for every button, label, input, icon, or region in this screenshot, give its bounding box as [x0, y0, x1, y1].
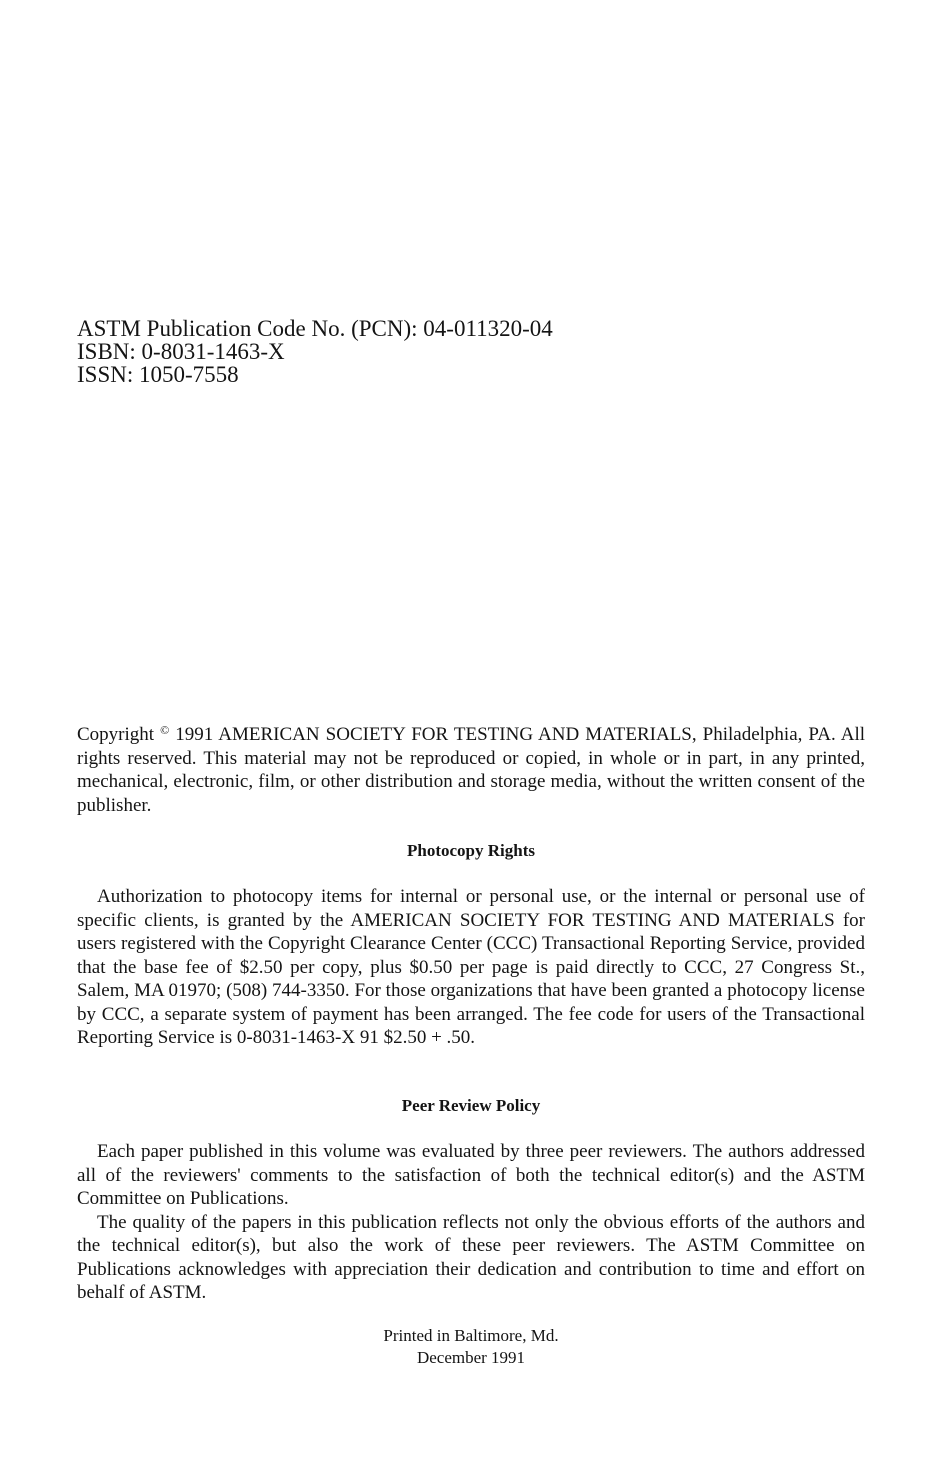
isbn-line: ISBN: 0-8031-1463-X — [77, 339, 285, 364]
copyright-notice — [77, 719, 865, 817]
copyright-lead: Copyright — [77, 724, 155, 745]
photocopy-rights-section — [77, 885, 865, 1050]
photocopy-rights-text: Authorization to photocopy items for internal or personal use, or the internal or personal use of specific clients, is granted by the AMERICAN SOCIETY FOR TESTING AND MATERIALS for users registered with the Copyright Clearance Center (CCC) Transactional Reporting Service, provided that the base fee of $2.50 per copy, plus $0.50 per page is paid directly to CCC, 27 Congress St., Salem, MA 01970; (508) 744-3350. For those organizations that have been granted a photocopy license by CCC, a separate system of payment has been arranged. The fee code for users of the Transactional Reporting Service is 0-8031-1463-X 91 $2.50 + .50. — [77, 886, 865, 1048]
peer-review-paragraph-2: The quality of the papers in this publication reflects not only the obvious efforts of the authors and the technical editor(s), but also the work of these peer reviewers. The ASTM Committee on Publications acknowledges with appreciation their dedication and contribution to time and effort on behalf of ASTM. — [77, 1211, 865, 1303]
copyright-symbol: © — [160, 723, 170, 737]
printing-imprint — [77, 1325, 865, 1369]
peer-review-paragraph-1: Each paper published in this volume was evaluated by three peer reviewers. The authors addressed all of the reviewers' comments to the satisfaction of both the technical editor(s) and the ASTM Committee on Publications. — [77, 1141, 865, 1209]
issn-line: ISSN: 1050-7558 — [77, 362, 239, 387]
printed-date: December 1991 — [416, 1348, 526, 1367]
peer-review-heading: Peer Review Policy — [401, 1096, 541, 1115]
peer-review-section — [77, 1140, 865, 1305]
copyright-text: 1991 AMERICAN SOCIETY FOR TESTING AND MATERIALS, Philadelphia, PA. All rights reserved. This material may not be reproduced or copied, in whole or in part, in any printed, mechanical, electronic, film, or other distribution and storage media, without the written consent of the publisher. — [77, 724, 866, 816]
pcn-line: ASTM Publication Code No. (PCN): 04-011320-04 — [77, 316, 553, 341]
printed-place: Printed in Baltimore, Md. — [383, 1326, 559, 1345]
publication-codes — [77, 317, 865, 386]
photocopy-rights-heading: Photocopy Rights — [407, 841, 535, 860]
